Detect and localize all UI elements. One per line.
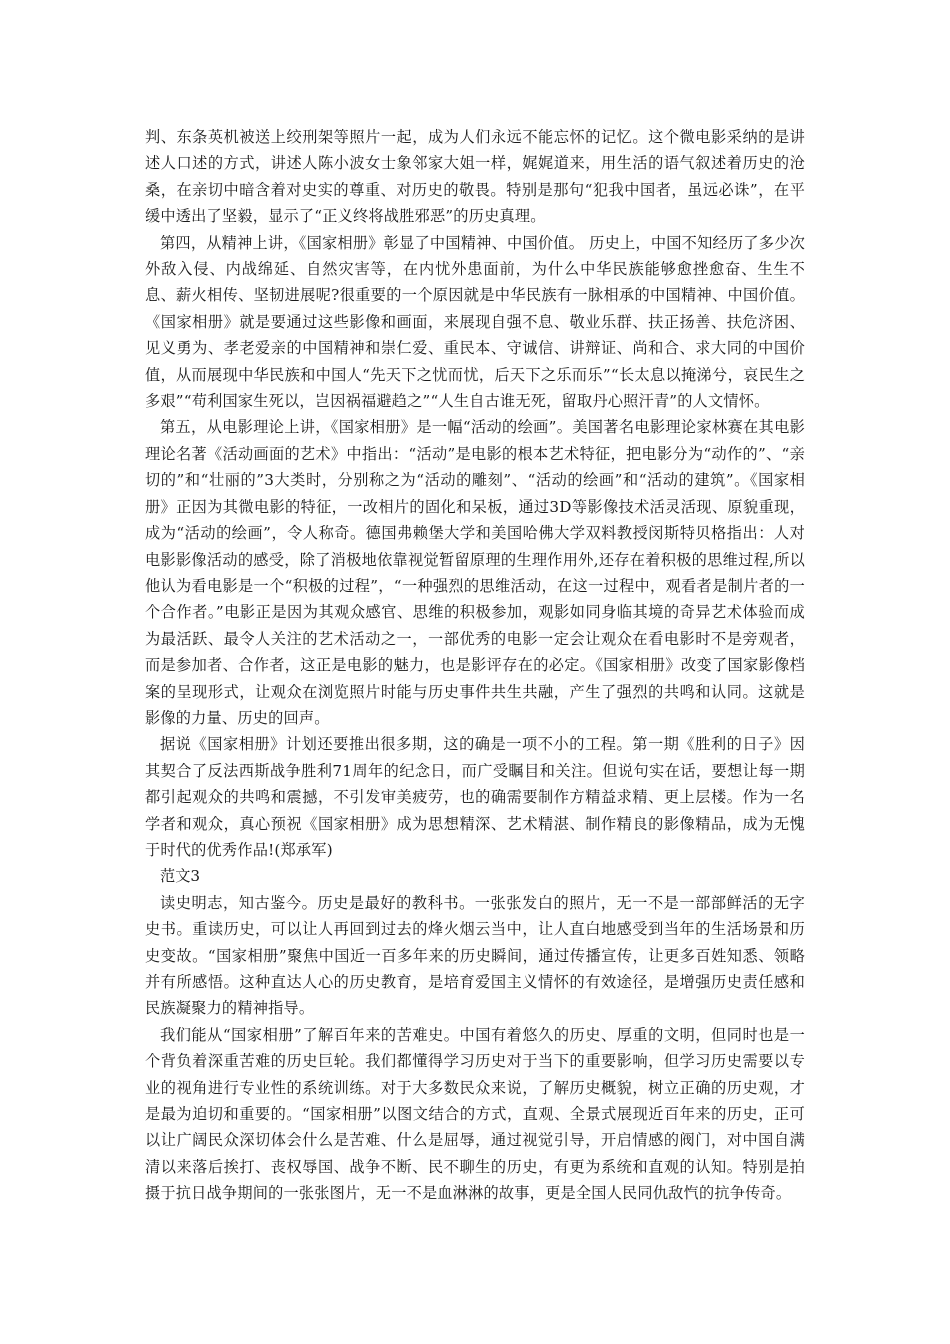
paragraph-6: 我们能从“国家相册”了解百年来的苦难史。中国有着悠久的历史、厚重的文明，但同时也是一个背负着深重苦难的历史巨轮。我们都懂得学习历史对于当下的重要影响，但学习历史需要以专业的视角进行专业性的系统训练。对于大多数民众来说，了解历史概貌，树立正确的历史观，才是最为迫切和重要的。“国家相册”以图文结合的方式，直观、全景式展现近百年来的历史，正可以让广阔民众深切体会什么是苦难、什么是屈辱，通过视觉引导，开启情感的阀门，对中国自满清以来落后挨打、丧权辱国、战争不断、民不聊生的历史，有更为系统和直观的认知。特别是拍摄于抗日战争期间的一张张图片，无一不是血淋淋的故事，更是全国人民同仇敌忾的抗争传奇。 xyxy=(145,1025,805,1203)
paragraph-1: 判、东条英机被送上绞刑架等照片一起，成为人们永远不能忘怀的记忆。这个微电影采纳的是讲述人口述的方式，讲述人陈小波女士象邻家大姐一样，娓娓道来，用生活的语气叙述着历史的沧桑，在亲切中暗含着对史实的尊重、对历史的敬畏。特别是那句“犯我中国者，虽远必诛”，在平缓中透出了坚毅，显示了“正义终将战胜邪恶”的历史真理。 xyxy=(145,128,805,226)
paragraph-3: 第五，从电影理论上讲，《国家相册》是一幅“活动的绘画”。美国著名电影理论家林赛在其电影理论名著《活动画面的艺术》中指出：“活动”是电影的根本艺术特征，把电影分为“动作的”、“亲切的”和“壮丽的”3大类时，分别称之为“活动的雕刻”、“活动的绘画”和“活动的建筑”。《国家相册》正因为其微电影的特征，一改相片的固化和呆板，通过3D等影像技术活灵活现、原貌重现，成为“活动的绘画”，令人称奇。德国弗赖堡大学和美国哈佛大学双料教授闵斯特贝格指出：人对电影影像活动的感受，除了消极地依靠视觉暂留原理的生理作用外,还存在着积极的思维过程,所以他认为看电影是一个“积极的过程”，“一种强烈的思维活动，在这一过程中，观看者是制片者的一个合作者。”电影正是因为其观众感官、思维的积极参加，观影如同身临其境的奇异艺术体验而成为最活跃、最令人关注的艺术活动之一，一部优秀的电影一定会让观众在看电影时不是旁观者，而是参加者、合作者，这正是电影的魅力，也是影评存在的必定。《国家相册》改变了国家影像档案的呈现形式，让观众在浏览照片时能与历史事件共生共融，产生了强烈的共鸣和认同。这就是影像的力量、历史的回声。 xyxy=(145,418,805,727)
section-heading: 范文3 xyxy=(160,867,201,886)
document-page xyxy=(145,124,805,1207)
paragraph-4: 据说《国家相册》计划还要推出很多期，这的确是一项不小的工程。第一期《胜利的日子》因其契合了反法西斯战争胜利71周年的纪念日，而广受瞩目和关注。但说句实在话，要想让每一期都引起观众的共鸣和震撼，不引发审美疲劳，也的确需要制作方精益求精、更上层楼。作为一名学者和观众，真心预祝《国家相册》成为思想精深、艺术精湛、制作精良的影像精品，成为无愧于时代的优秀作品!(郑承军) xyxy=(145,735,805,859)
paragraph-5: 读史明志，知古鉴今。历史是最好的教科书。一张张发白的照片，无一不是一部部鲜活的无字史书。重读历史，可以让人再回到过去的烽火烟云当中，让人直白地感受到当年的生活场景和历史变故。“国家相册”聚焦中国近一百多年来的历史瞬间，通过传播宣传，让更多百姓知悉、领略并有所感悟。这种直达人心的历史教育，是培育爱国主义情怀的有效途径，是增强历史责任感和民族凝聚力的精神指导。 xyxy=(145,893,805,1018)
paragraph-2: 第四，从精神上讲，《国家相册》彰显了中国精神、中国价值。 历史上，中国不知经历了多少次外敌入侵、内战绵延、自然灾害等，在内忧外患面前，为什么中华民族能够愈挫愈奋、生生不息、薪火相传、坚韧进展呢?很重要的一个原因就是中华民族有一脉相承的中国精神、中国价值。《国家相册》就是要通过这些影像和画面，来展现自强不息、敬业乐群、扶正扬善、扶危济困、见义勇为、孝老爱亲的中国精神和崇仁爱、重民本、守诚信、讲辩证、尚和合、求大同的中国价值，从而展现中华民族和中国人“先天下之忧而忧，后天下之乐而乐”“长太息以掩涕兮，哀民生之多艰”“苟利国家生死以，岂因祸福避趋之”“人生自古谁无死，留取丹心照汗青”的人文情怀。 xyxy=(145,233,805,411)
